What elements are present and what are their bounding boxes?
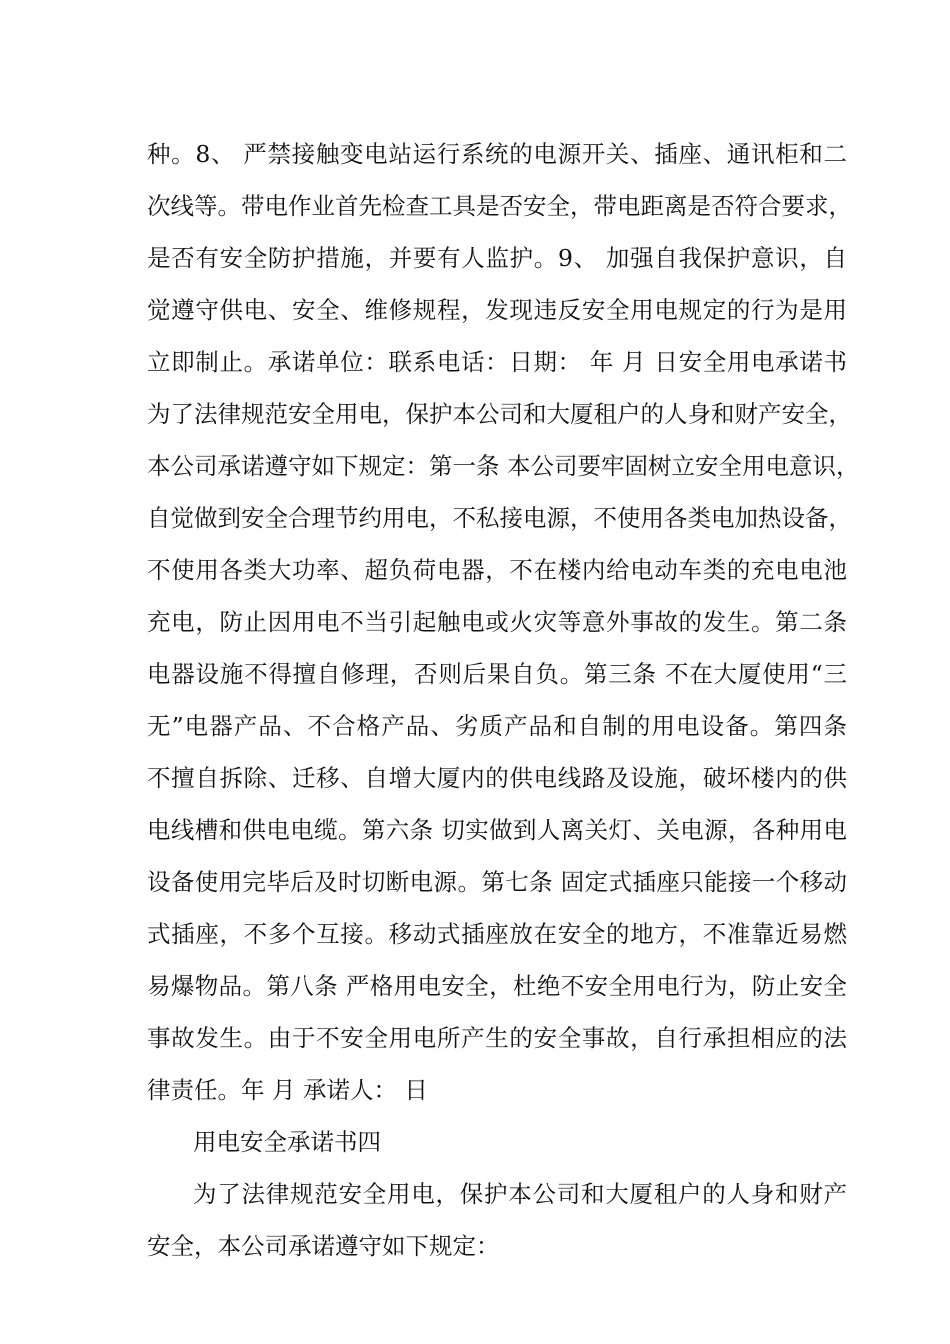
text-line: 自觉做到安全合理节约用电，不私接电源，不使用各类电加热设备， <box>147 504 852 532</box>
text-line: 为了法律规范安全用电，保护本公司和大厦租户的人身和财产安全， <box>147 400 852 428</box>
text-line: 种。8、 严禁接触变电站运行系统的电源开关、插座、通讯柜和二 <box>147 140 847 168</box>
text-line: 安全，本公司承诺遵守如下规定： <box>147 1232 500 1260</box>
text-line: 设备使用完毕后及时切断电源。第七条 固定式插座只能接一个移动 <box>147 868 847 896</box>
text-line: 易爆物品。第八条 严格用电安全，杜绝不安全用电行为，防止安全 <box>147 972 847 1000</box>
text-line: 是否有安全防护措施，并要有人监护。9、 加强自我保护意识，自 <box>147 244 847 272</box>
text-line: 无”电器产品、不合格产品、劣质产品和自制的用电设备。第四条 <box>147 712 847 740</box>
text-line: 律责任。年 月 承诺人： 日 <box>147 1076 428 1104</box>
text-line: 立即制止。承诺单位：联系电话：日期： 年 月 日安全用电承诺书 <box>147 348 847 376</box>
text-line: 电线槽和供电电缆。第六条 切实做到人离关灯、关电源，各种用电 <box>147 816 847 844</box>
section-heading: 用电安全承诺书四 <box>193 1128 381 1156</box>
text-line: 式插座，不多个互接。移动式插座放在安全的地方，不准靠近易燃 <box>147 920 847 948</box>
text-line: 本公司承诺遵守如下规定：第一条 本公司要牢固树立安全用电意识， <box>147 452 860 480</box>
text-line: 为了法律规范安全用电，保护本公司和大厦租户的人身和财产 <box>193 1180 847 1208</box>
text-line: 觉遵守供电、安全、维修规程，发现违反安全用电规定的行为是用 <box>147 296 847 324</box>
text-line: 次线等。带电作业首先检查工具是否安全，带电距离是否符合要求， <box>147 192 852 220</box>
text-line: 充电，防止因用电不当引起触电或火灾等意外事故的发生。第二条 <box>147 608 847 636</box>
text-line: 事故发生。由于不安全用电所产生的安全事故，自行承担相应的法 <box>147 1024 847 1052</box>
text-line: 不擅自拆除、迁移、自增大厦内的供电线路及设施，破坏楼内的供 <box>147 764 847 792</box>
text-line: 不使用各类大功率、超负荷电器，不在楼内给电动车类的充电电池 <box>147 556 847 584</box>
text-line: 电器设施不得擅自修理，否则后果自负。第三条 不在大厦使用“三 <box>147 660 847 688</box>
document-body <box>147 128 860 1272</box>
